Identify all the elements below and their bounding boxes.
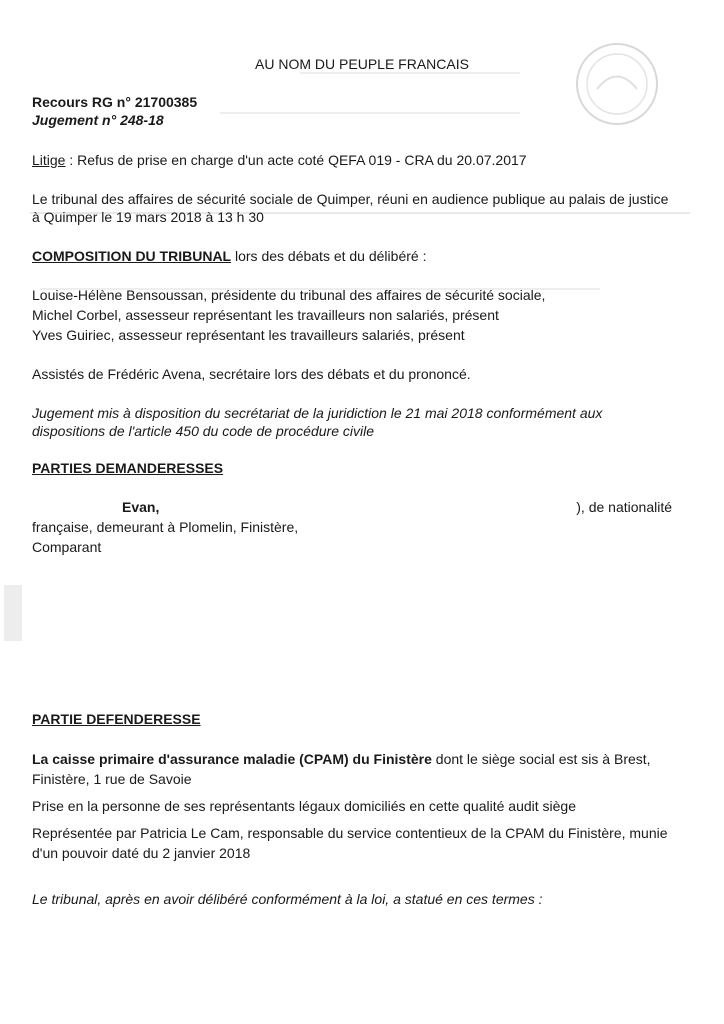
- demanderesse-address: française, demeurant à Plomelin, Finistère,: [32, 519, 299, 535]
- composition-suffix: lors des débats et du délibéré :: [231, 248, 427, 264]
- closing-statement: Le tribunal, après en avoir délibéré conformément à la loi, a statué en ces termes :: [32, 891, 543, 907]
- defenderesse-representative: Représentée par Patricia Le Cam, responsable du service contentieux de la CPAM du Finistère, munie: [32, 825, 668, 841]
- defenderesse-representation: Prise en la personne de ses représentants légaux domiciliés en cette qualité audit siège: [32, 798, 576, 814]
- scan-shadow: [4, 585, 22, 641]
- mise-a-dispo-line-2: dispositions de l'article 450 du code de procédure civile: [32, 423, 374, 439]
- composition-heading-line: [32, 247, 682, 265]
- intro-line-1: Le tribunal des affaires de sécurité sociale de Quimper, réuni en audience publique au palais de justice: [32, 191, 669, 207]
- demanderesse-name-line: [32, 498, 682, 516]
- intro-line-2: à Quimper le 19 mars 2018 à 13 h 30: [32, 209, 264, 225]
- jugement-label: Jugement n°: [32, 112, 117, 128]
- defenderesse-org-suffix: dont le siège social est sis à Brest,: [431, 751, 651, 767]
- member-3: Yves Guiriec, assesseur représentant les travailleurs salariés, présent: [32, 327, 465, 343]
- litige-label: Litige: [32, 152, 66, 168]
- demanderesse-name: Evan,: [122, 499, 160, 515]
- recours-number: [32, 93, 682, 111]
- jugement-number: [32, 111, 682, 129]
- defenderesse-org-line: [32, 750, 682, 768]
- composition-heading: COMPOSITION DU TRIBUNAL: [32, 248, 232, 264]
- litige-line: [32, 151, 682, 169]
- defenderesse-address: Finistère, 1 rue de Savoie: [32, 771, 192, 787]
- defenderesse-pouvoir: d'un pouvoir daté du 2 janvier 2018: [32, 845, 251, 861]
- defenderesse-org: La caisse primaire d'assurance maladie (CPAM) du Finistère: [32, 751, 432, 767]
- mise-a-dispo-line-1: Jugement mis à disposition du secrétariat de la juridiction le 21 mai 2018 conformément aux: [32, 405, 603, 421]
- demanderesse-status: Comparant: [32, 539, 102, 555]
- defenderesse-heading: PARTIE DEFENDERESSE: [32, 711, 201, 727]
- member-1: Louise-Hélène Bensoussan, présidente du tribunal des affaires de sécurité sociale,: [32, 287, 546, 303]
- demanderesse-nationality: ), de nationalité: [576, 499, 672, 515]
- demanderesses-heading: PARTIES DEMANDERESSES: [32, 460, 224, 476]
- member-2: Michel Corbel, assesseur représentant les travailleurs non salariés, présent: [32, 307, 499, 323]
- page-header: AU NOM DU PEUPLE FRANCAIS: [255, 56, 469, 72]
- jugement-value: 248-18: [120, 112, 164, 128]
- recours-value: 21700385: [134, 94, 198, 110]
- recours-label: Recours RG n°: [32, 94, 131, 110]
- litige-text: : Refus de prise en charge d'un acte coté QEFA 019 - CRA du 20.07.2017: [65, 152, 527, 168]
- assist-line: Assistés de Frédéric Avena, secrétaire lors des débats et du prononcé.: [32, 366, 471, 382]
